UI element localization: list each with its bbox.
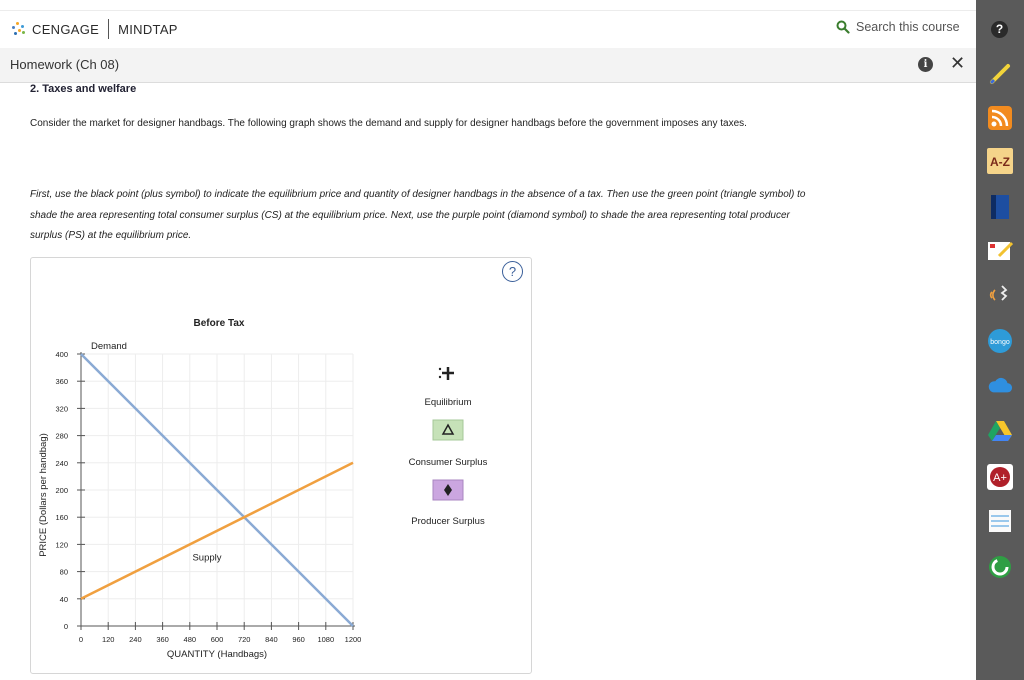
x-tick-label: 1200 (344, 635, 362, 644)
svg-text:A+: A+ (993, 472, 1007, 484)
y-tick-label: 360 (55, 377, 68, 387)
aplia-icon[interactable] (987, 464, 1013, 490)
y-tick-label: 80 (59, 567, 68, 577)
book-icon[interactable] (987, 194, 1013, 220)
x-tick-label: 720 (237, 635, 251, 644)
product-name: MINDTAP (118, 21, 178, 37)
rss-icon[interactable] (987, 105, 1013, 131)
cengage-dots-icon (10, 21, 26, 37)
y-axis-label: PRICE (Dollars per handbag) (38, 433, 49, 557)
bongo-icon[interactable] (987, 328, 1013, 354)
y-tick-label: 400 (55, 350, 68, 359)
pencil-icon[interactable] (987, 60, 1013, 86)
notebook-icon[interactable] (987, 508, 1013, 534)
x-tick-label: 360 (156, 635, 169, 644)
cloud-icon[interactable] (987, 372, 1013, 398)
homework-title: Homework (Ch 08) (10, 57, 120, 72)
y-tick-label: 0 (63, 622, 68, 631)
graph-help-icon[interactable]: ? (502, 261, 523, 282)
graph-panel (30, 257, 532, 674)
x-tick-label: 480 (183, 635, 197, 644)
homework-header (0, 48, 976, 83)
question-instructions: First, use the black point (plus symbol) to indicate the equilibrium price and quantity of designer handbags in the absence of a tax. Then use the green point (triangle symbol) to shade the area representing total consumer surplus (CS) at the equilibrium price. Next, use the purple point (diamond symbol) to shade the area representing total producer surplus (PS) at the equilibrium price. (30, 189, 806, 241)
curve-label-supply: Supply (192, 552, 222, 564)
x-tick-label: 1080 (317, 635, 335, 644)
x-tick-label: 960 (292, 635, 305, 644)
x-axis-label: QUANTITY (Handbags) (166, 649, 268, 660)
y-tick-label: 160 (55, 513, 68, 523)
cengage-logo[interactable] (10, 19, 178, 39)
search-course[interactable] (836, 20, 960, 34)
question-title: 2. Taxes and welfare (30, 83, 137, 95)
equilibrium-label: Equilibrium (424, 397, 472, 408)
x-tick-label: 0 (78, 635, 84, 644)
logo-divider (108, 19, 109, 39)
consumer-surplus-label: Consumer Surplus (408, 457, 488, 468)
app-rail (976, 0, 1024, 680)
info-icon[interactable]: i (918, 57, 933, 72)
y-tick-label: 200 (55, 486, 68, 495)
curve-label-demand: Demand (91, 341, 127, 352)
top-bar (0, 10, 976, 49)
y-tick-label: 120 (55, 540, 68, 550)
y-tick-label: 240 (55, 458, 68, 468)
progress-icon[interactable] (987, 554, 1013, 580)
y-tick-label: 280 (55, 431, 68, 441)
notes-icon[interactable] (987, 238, 1013, 264)
x-tick-label: 120 (101, 635, 115, 644)
x-tick-label: 240 (129, 635, 142, 644)
y-tick-label: 40 (59, 594, 68, 604)
x-tick-label: 600 (210, 635, 224, 644)
a-z-dictionary-icon[interactable] (987, 148, 1013, 174)
close-icon[interactable]: ✕ (950, 53, 966, 73)
search-icon (836, 20, 850, 34)
chart-title: Before Tax (193, 318, 245, 329)
svg-text:bongo: bongo (990, 339, 1010, 346)
search-placeholder: Search this course (856, 20, 960, 34)
google-drive-icon[interactable] (987, 418, 1013, 444)
readspeaker-icon[interactable] (987, 282, 1013, 308)
x-tick-label: 840 (265, 635, 278, 644)
help-icon[interactable]: ? (991, 21, 1008, 38)
producer-surplus-label: Producer Surplus (411, 516, 485, 527)
brand-name: CENGAGE (32, 21, 100, 37)
y-tick-label: 320 (55, 404, 68, 414)
svg-text:A-Z: A-Z (990, 155, 1010, 169)
question-intro: Consider the market for designer handbags. The following graph shows the demand and supply for designer handbags before the government imposes any taxes. (30, 118, 747, 129)
